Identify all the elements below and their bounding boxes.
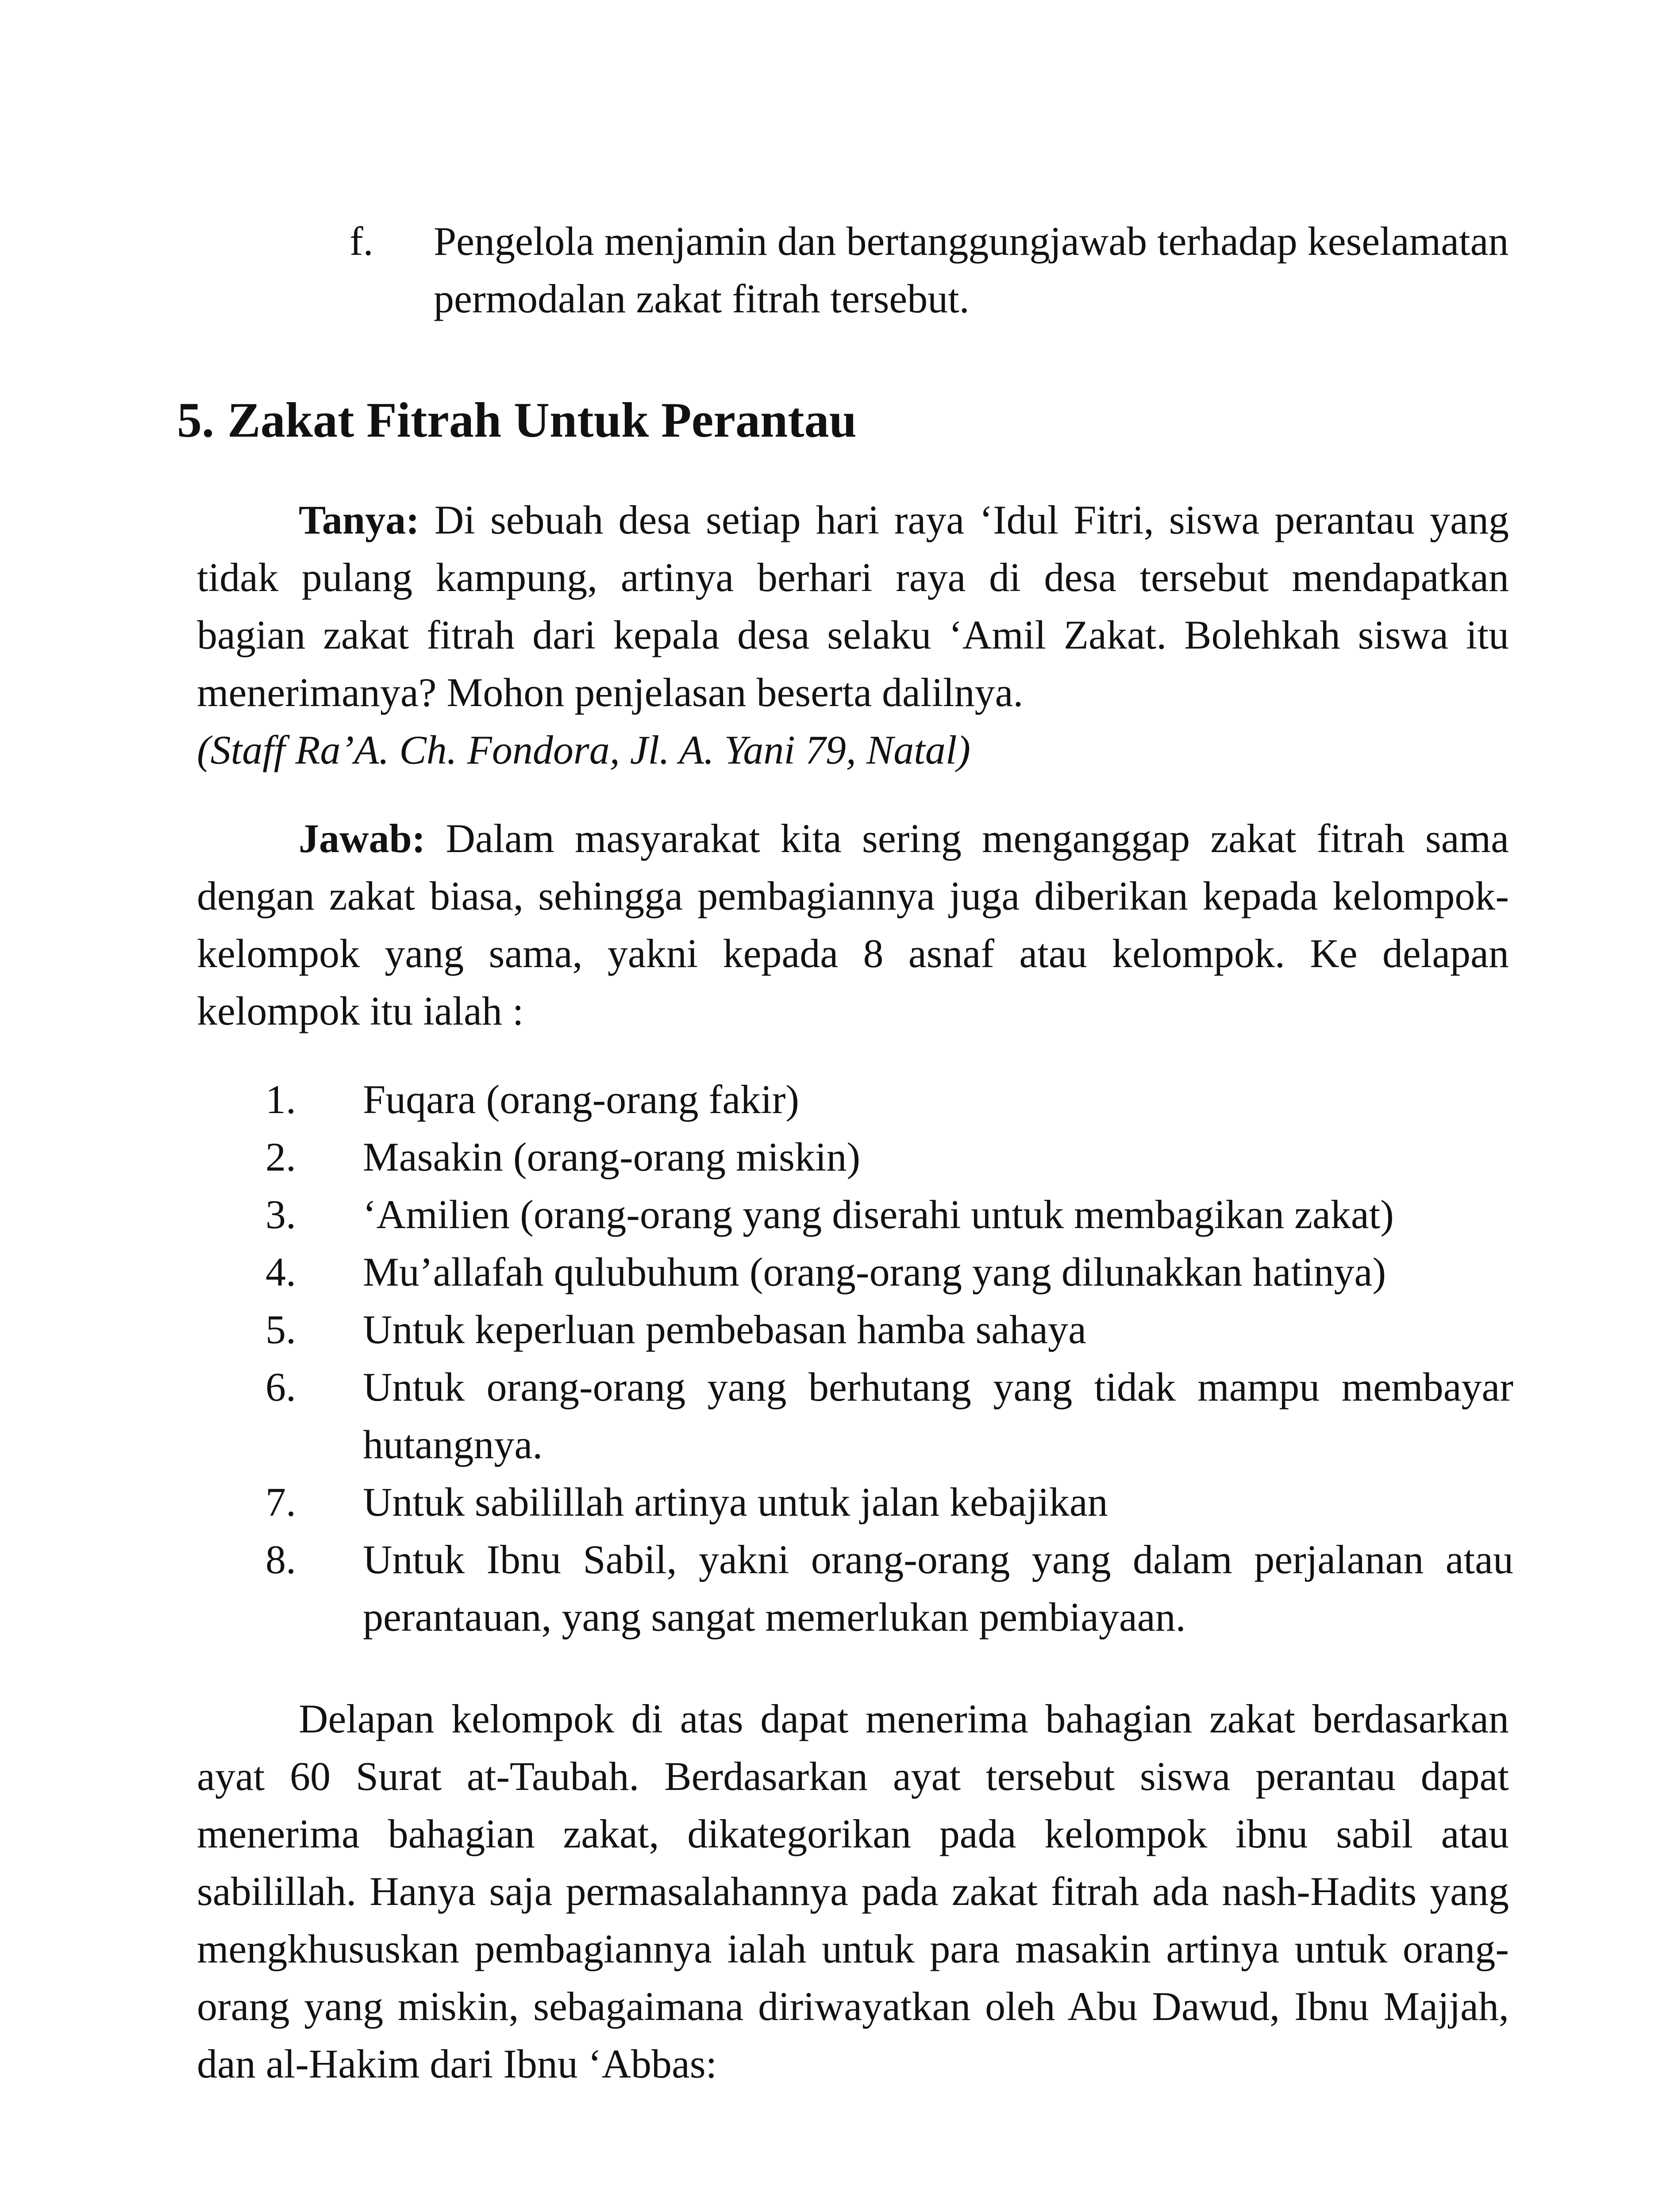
list-item: [266, 1358, 1513, 1473]
question-text: Di sebuah desa setiap hari raya ‘Idul Fitri, siswa perantau yang tidak pulang kampung, artinya berhari raya di desa tersebut mendapatkan bagian zakat fitrah dari kepala desa selaku ‘Amil Zakat. Bolehkah siswa itu menerimanya? Mohon penjelasan beserta dalilnya.: [197, 497, 1509, 715]
closing-block: [197, 1690, 1509, 2093]
list-item-text: Untuk orang-orang yang berhutang yang tidak mampu membayar hutangnya.: [363, 1364, 1513, 1467]
list-item-text: Untuk sabilillah artinya untuk jalan kebajikan: [363, 1479, 1108, 1525]
list-item-text: Masakin (orang-orang miskin): [363, 1134, 861, 1179]
list-item: [266, 1473, 1513, 1531]
list-item-number: 7.: [266, 1479, 296, 1525]
question-block: [197, 491, 1509, 779]
closing-paragraph: Delapan kelompok di atas dapat menerima bahagian zakat berdasarkan ayat 60 Surat at-Taubah. Berdasarkan ayat tersebut siswa perantau dapat menerima bahagian zakat, dikategorikan pada kelompok ibnu sabil atau sabilillah. Hanya saja permasalahannya pada zakat fitrah ada nash-Hadits yang mengkhususkan pembagiannya ialah untuk para masakin artinya untuk orang-orang yang miskin, sebagaimana diriwayatkan oleh Abu Dawud, Ibnu Majjah, dan al-Hakim dari Ibnu ‘Abbas:: [197, 1696, 1509, 2086]
list-item-number: 3.: [266, 1192, 296, 1237]
question-label: Tanya:: [299, 497, 419, 542]
list-item-number: 5.: [266, 1307, 296, 1352]
list-item-number: 6.: [266, 1364, 296, 1409]
answer-block: [197, 810, 1509, 1040]
section-heading: [177, 389, 857, 451]
groups-list: [266, 1071, 1513, 1646]
list-item-text: ‘Amilien (orang-orang yang diserahi untuk membagikan zakat): [363, 1192, 1394, 1237]
answer-label: Jawab:: [299, 816, 426, 861]
item-f-text: Pengelola menjamin dan bertanggungjawab terhadap keselamatan permodalan zakat fitrah tersebut.: [434, 219, 1509, 321]
list-item-f: [350, 212, 1522, 327]
list-item-number: 8.: [266, 1537, 296, 1582]
question-sender: (Staff Ra’A. Ch. Fondora, Jl. A. Yani 79, Natal): [197, 727, 971, 772]
list-item: [266, 1128, 1513, 1186]
answer-paragraph: [197, 810, 1509, 1040]
list-item: [266, 1301, 1513, 1358]
list-item-text: Mu’allafah qulubuhum (orang-orang yang dilunakkan hatinya): [363, 1249, 1386, 1294]
list-item-text: Untuk keperluan pembebasan hamba sahaya: [363, 1307, 1086, 1352]
list-item-number: 4.: [266, 1249, 296, 1294]
list-item-number: 2.: [266, 1134, 296, 1179]
list-item-number: 1.: [266, 1077, 296, 1122]
list-item-text: Fuqara (orang-orang fakir): [363, 1077, 799, 1122]
question-paragraph: [197, 491, 1509, 779]
section-title: Zakat Fitrah Untuk Perantau: [227, 393, 857, 448]
list-item: [266, 1071, 1513, 1128]
list-item: [266, 1243, 1513, 1301]
list-item: [266, 1186, 1513, 1243]
item-f-marker: f.: [350, 219, 373, 264]
list-item: [266, 1531, 1513, 1646]
list-item-text: Untuk Ibnu Sabil, yakni orang-orang yang dalam perjalanan atau perantauan, yang sangat memerlukan pembiayaan.: [363, 1537, 1513, 1640]
section-number: 5.: [177, 393, 214, 448]
answer-text: Dalam masyarakat kita sering menganggap zakat fitrah sama dengan zakat biasa, sehingga pembagiannya juga diberikan kepada kelompok-kelompok yang sama, yakni kepada 8 asnaf atau kelompok. Ke delapan kelompok itu ialah :: [197, 816, 1509, 1033]
